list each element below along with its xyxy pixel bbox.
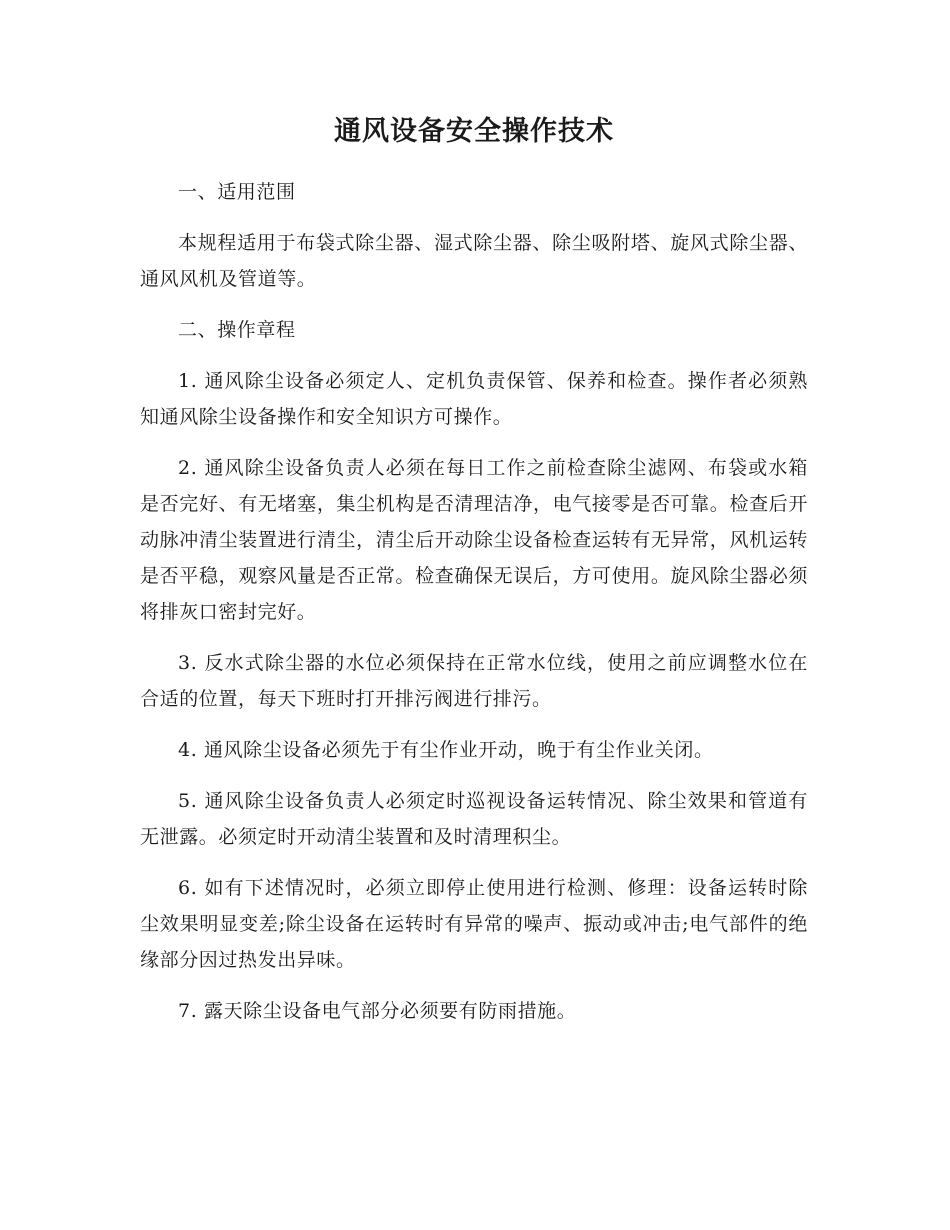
procedure-item-1: 1. 通风除尘设备必须定人、定机负责保管、保养和检查。操作者必须熟知通风除尘设备操作和安全知识方可操作。 <box>140 370 808 428</box>
section-heading-procedures: 二、操作章程 <box>178 319 296 341</box>
document-page <box>140 112 808 1044</box>
procedure-item-7: 7. 露天除尘设备电气部分必须要有防雨措施。 <box>178 1000 577 1022</box>
procedure-item-6: 6. 如有下述情况时，必须立即停止使用进行检测、修理：设备运转时除尘效果明显变差;除尘设备在运转时有异常的噪声、振动或冲击;电气部件的绝缘部分因过热发出异味。 <box>140 877 808 971</box>
procedure-item-2: 2. 通风除尘设备负责人必须在每日工作之前检查除尘滤网、布袋或水箱是否完好、有无堵塞，集尘机构是否清理洁净，电气接零是否可靠。检查后开动脉冲清尘装置进行清尘，清尘后开动除尘设备检查运转有无异常，风机运转是否平稳，观察风量是否正常。检查确保无误后，方可使用。旋风除尘器必须将排灰口密封完好。 <box>140 457 808 623</box>
scope-paragraph: 本规程适用于布袋式除尘器、湿式除尘器、除尘吸附塔、旋风式除尘器、通风风机及管道等。 <box>140 232 808 290</box>
procedure-item-4: 4. 通风除尘设备必须先于有尘作业开动，晚于有尘作业关闭。 <box>178 739 714 761</box>
procedure-item-5: 5. 通风除尘设备负责人必须定时巡视设备运转情况、除尘效果和管道有无泄露。必须定时开动清尘装置和及时清理积尘。 <box>140 790 808 848</box>
document-title: 通风设备安全操作技术 <box>334 116 614 147</box>
procedure-item-3: 3. 反水式除尘器的水位必须保持在正常水位线，使用之前应调整水位在合适的位置，每天下班时打开排污阀进行排污。 <box>140 652 808 710</box>
section-heading-scope: 一、适用范围 <box>178 181 296 203</box>
